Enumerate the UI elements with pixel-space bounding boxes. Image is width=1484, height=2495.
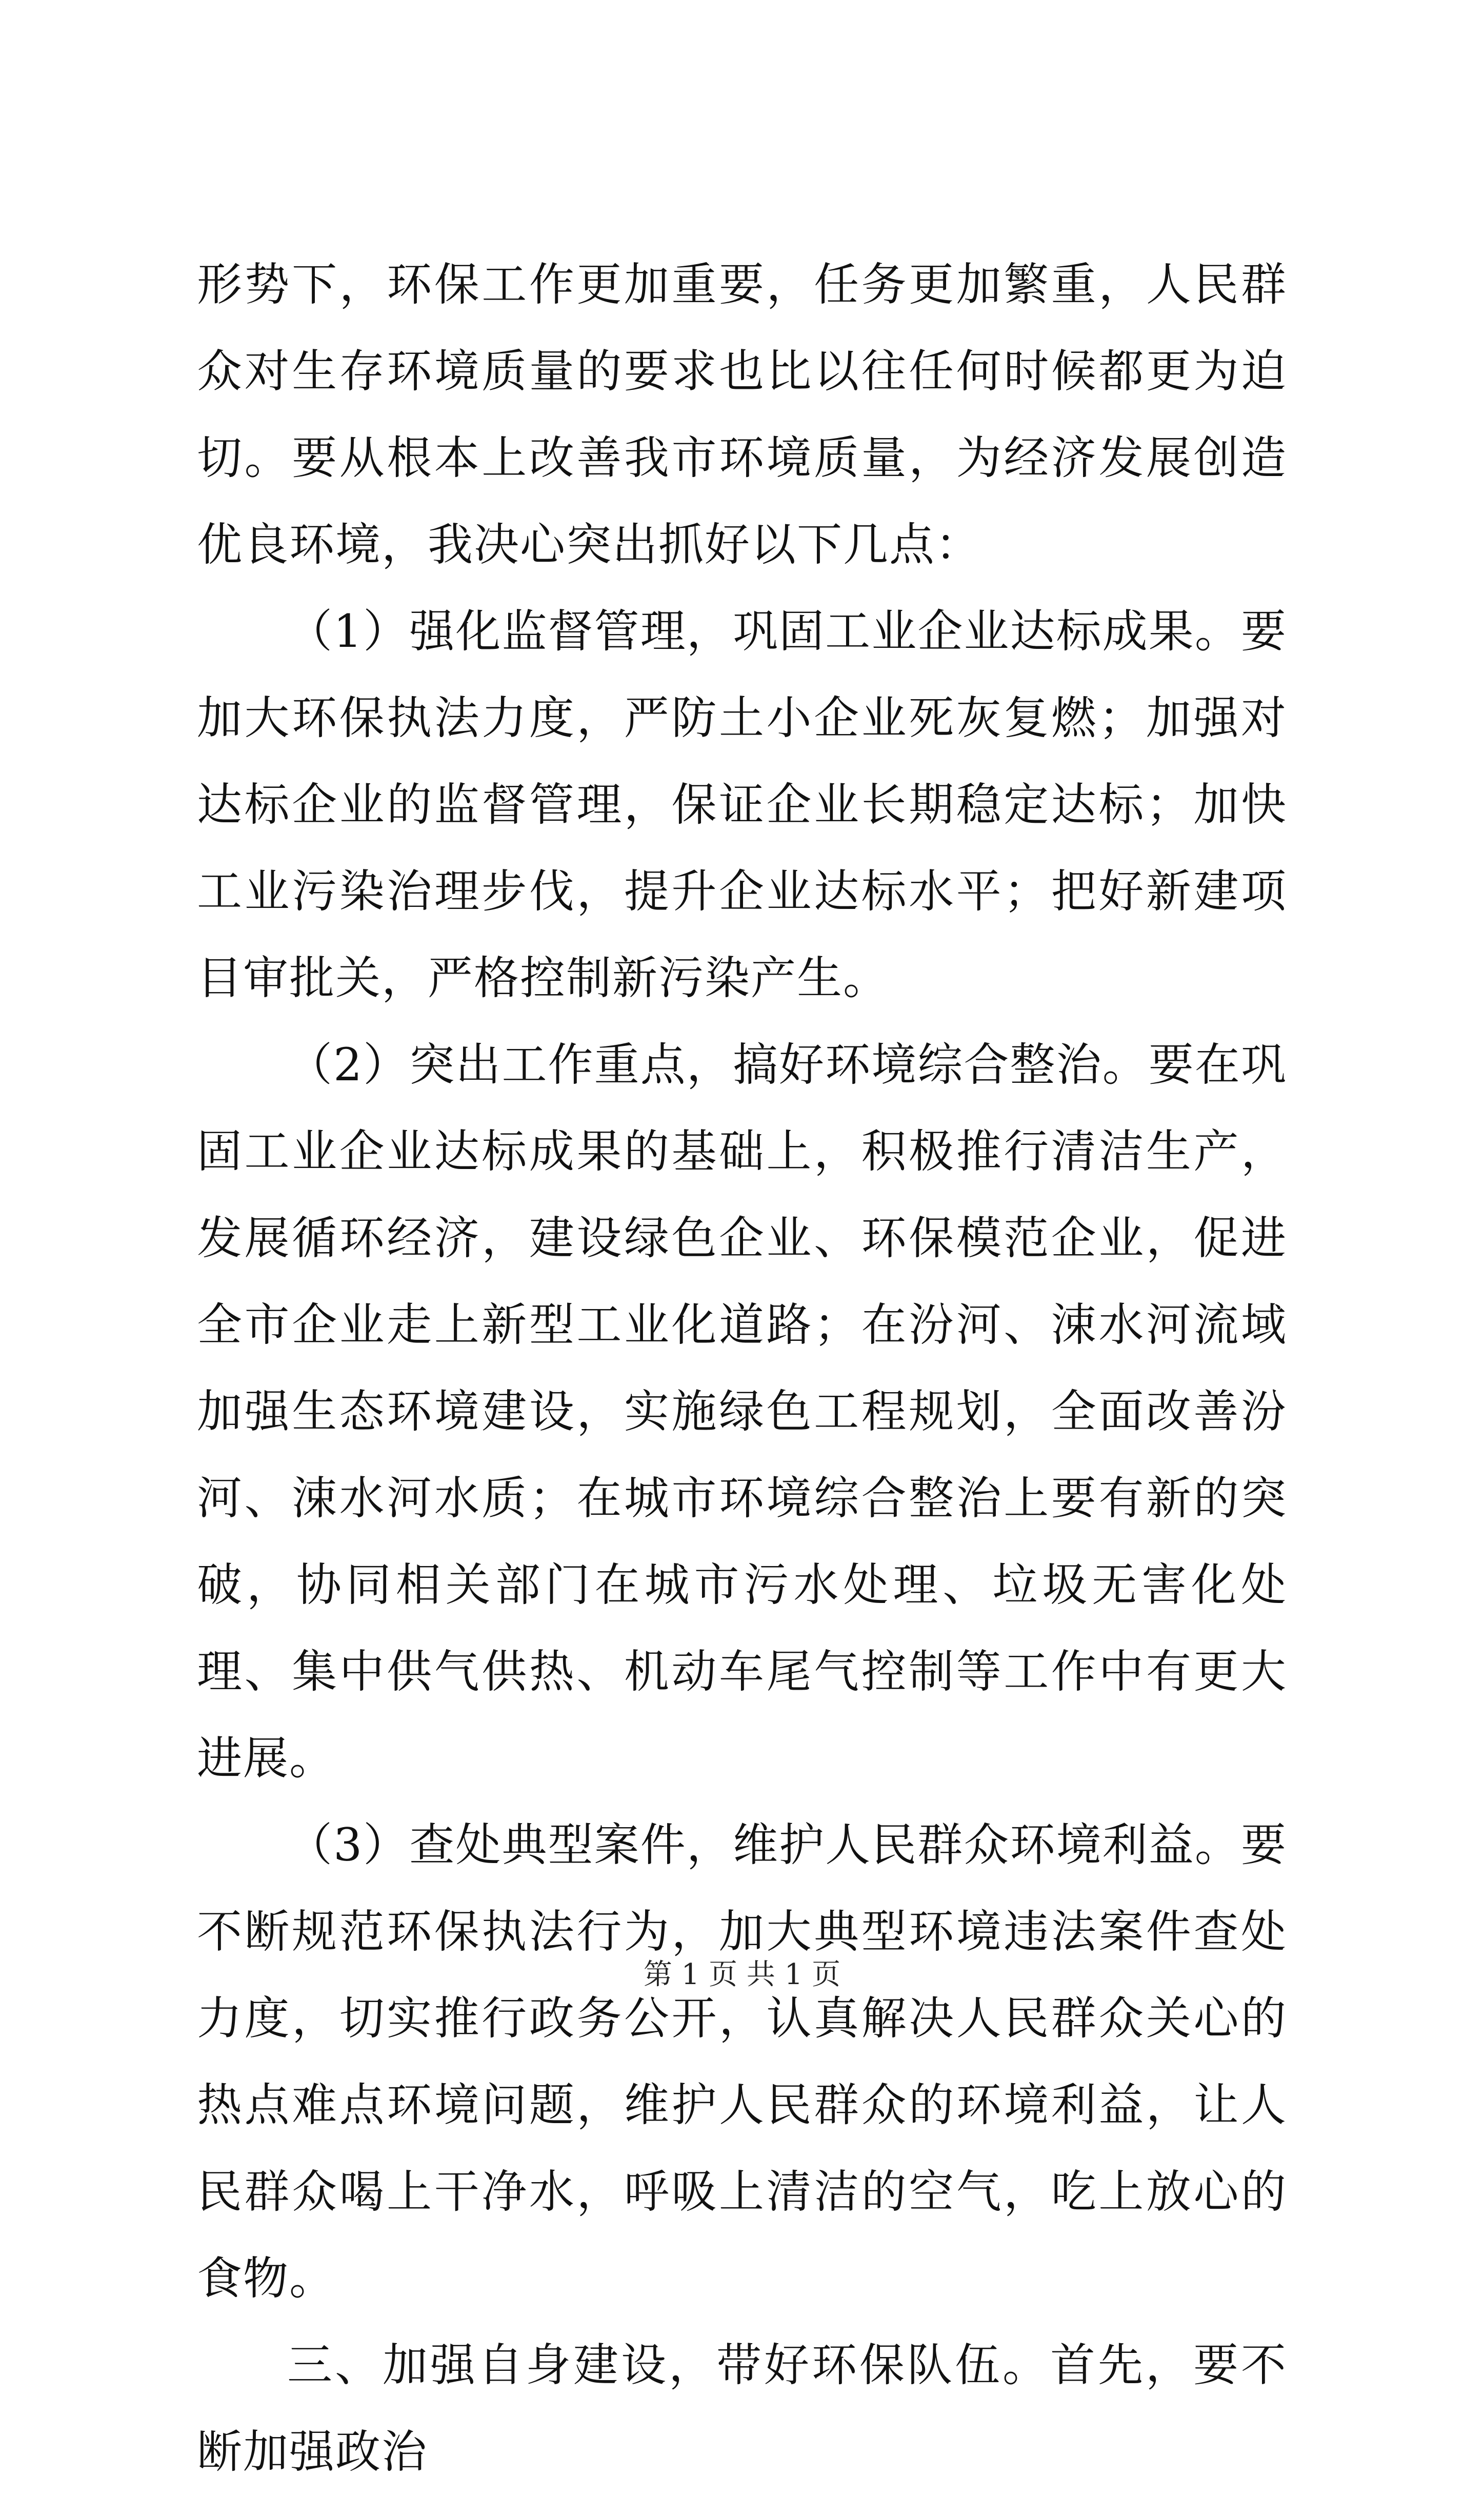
- paragraph-point-1: （1）强化监督管理，巩固工业企业达标成果。要加大环保执法力度，严防土小企业死灰复燃；加强对达标企业的监督管理，保证企业长期稳定达标；加快工业污染治理步伐，提升企业达标水平；把好新建项目审批关，严格控制新污染产生。: [197, 605, 1287, 1004]
- paragraph-point-2: （2）突出工作重点，搞好环境综合整治。要在巩固工业企业达标成果的基础上，积极推行清洁生产，发展循环经济，建设绿色企业、环保模范企业，促进全市企业走上新型工业化道路；在汾河、涑水河流域加强生态环境建设，实施绿色工程规划，全面改善汾河、涑水河水质；在城市环境综合整治上要有新的突破，协同相关部门在城市污水处理、垃圾无害化处理、集中供气供热、机动车尾气控制等工作中有更大进展。: [197, 1038, 1287, 1785]
- page-number-label: 第 1 页 共 1 页: [643, 1958, 841, 1991]
- document-body: [197, 241, 1287, 2495]
- paragraph-point-3: （3）查处典型案件，维护人民群众环境利益。要不断规范环保执法行为，加大典型环境违法案件查处力度，切实推行政务公开，认真解决人民群众关心的热点难点环境问题，维护人民群众的环境利益，让人民群众喝上干净水，呼吸上清洁的空气，吃上放心的食物。: [197, 1818, 1287, 2305]
- paragraph-section-3: 三、加强自身建设，带好环保队伍。首先，要不断加强政治: [197, 2339, 1287, 2478]
- paragraph-intro: 形势下，环保工作更加重要，任务更加繁重，人民群众对生存环境质量的要求也比以往任何时候都更为迫切。要从根本上改善我市环境质量，为经济发展创造优良环境，我决心突出抓好以下几点：: [197, 258, 1287, 571]
- page-footer: [0, 1957, 1484, 1993]
